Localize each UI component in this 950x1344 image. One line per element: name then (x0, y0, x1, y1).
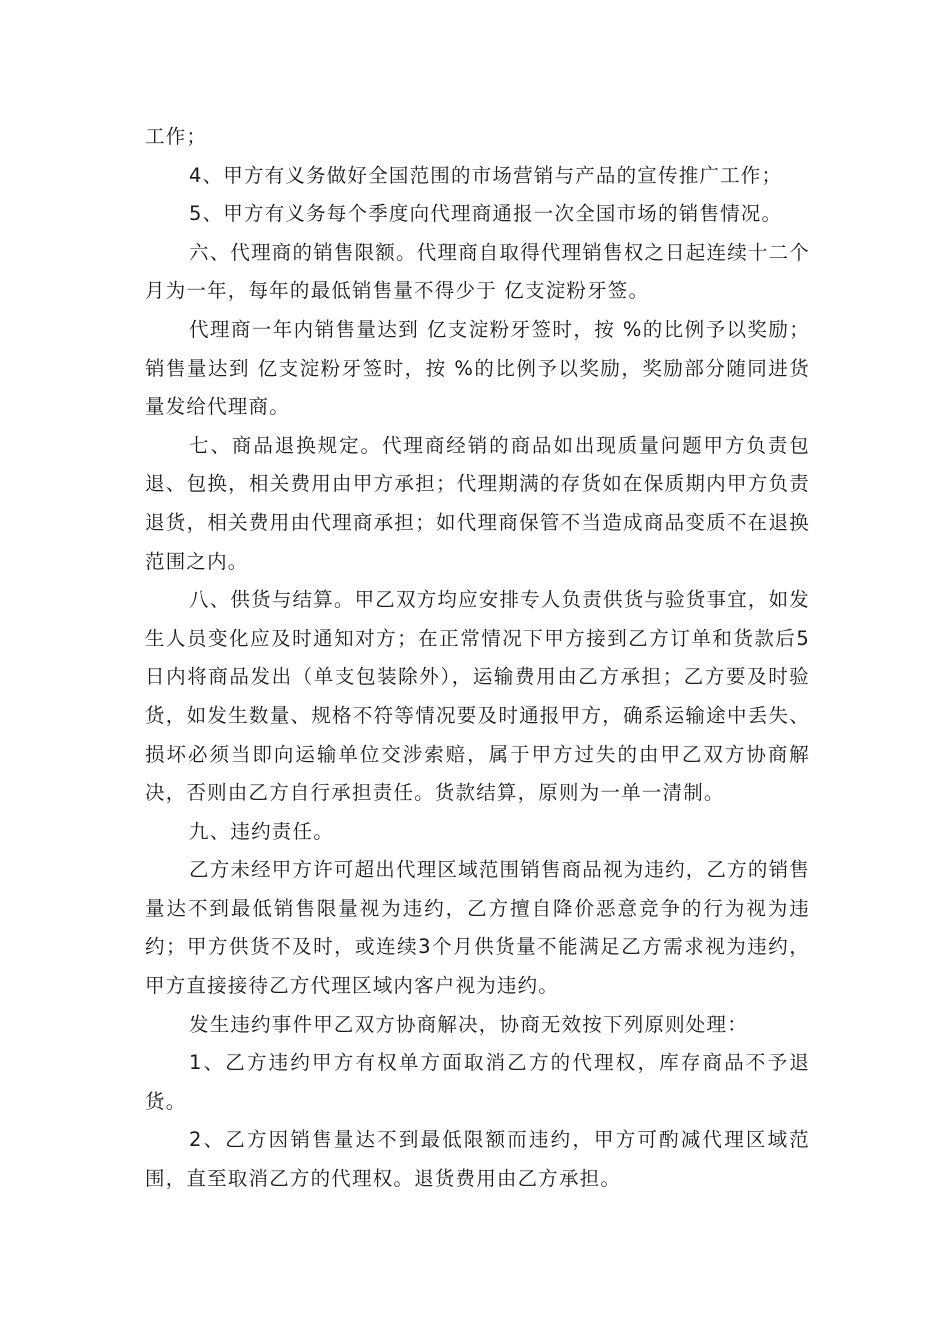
paragraph-continuation: 工作； (145, 125, 208, 148)
paragraph-breach-handling: 发生违约事件甲乙双方协商解决，协商无效按下列原则处理： (189, 1012, 748, 1036)
paragraph-breach-rule-2: 2、乙方因销售量达不到最低限额而违约，甲方可酌减代理区域范围，直至取消乙方的代理权。退货费用由乙方承担。 (145, 1128, 810, 1191)
paragraph-clause-5: 5、甲方有义务每个季度向代理商通报一次全国市场的销售情况。 (189, 202, 783, 226)
paragraph-section-8-supply-settlement: 八、供货与结算。甲乙双方均应安排专人负责供货与验货事宜，如发生人员变化应及时通知对方；在正常情况下甲方接到乙方订单和货款后5日内将商品发出（单支包装除外），运输费用由乙方承担；乙方要及时验货，如发生数量、规格不符等情况要及时通报甲方，确系运输途中丢失、损坏必须当即向运输单位交涉索赔，属于甲方过失的由甲乙双方协商解决，否则由乙方自行承担责任。货款结算，原则为一单一清制。 (145, 588, 811, 805)
paragraph-clause-4: 4、甲方有义务做好全国范围的市场营销与产品的宣传推广工作； (189, 163, 783, 187)
paragraph-breach-definition: 乙方未经甲方许可超出代理区域范围销售商品视为违约，乙方的销售量达不到最低销售限量视为违约，乙方擅自降价恶意竞争的行为视为违约；甲方供货不及时，或连续3个月供货量不能满足乙方需求视为违约，甲方直接接待乙方代理区域内客户视为违约。 (145, 858, 811, 998)
paragraph-section-6-sales-limit: 六、代理商的销售限额。代理商自取得代理销售权之日起连续十二个月为一年，每年的最低销售量不得少于 亿支淀粉牙签。 (145, 240, 811, 303)
paragraph-section-9-heading: 九、违约责任。 (189, 819, 334, 843)
paragraph-breach-rule-1: 1、乙方违约甲方有权单方面取消乙方的代理权，库存商品不予退货。 (145, 1051, 810, 1113)
document-body (145, 118, 810, 1199)
paragraph-sales-reward: 代理商一年内销售量达到 亿支淀粉牙签时，按 %的比例予以奖励；销售量达到 亿支淀粉牙签时，按 %的比例予以奖励，奖励部分随同进货量发给代理商。 (145, 317, 810, 419)
paragraph-section-7-returns: 七、商品退换规定。代理商经销的商品如出现质量问题甲方负责包退、包换，相关费用由甲方承担；代理期满的存货如在保质期内甲方负责退货，相关费用由代理商承担；如代理商保管不当造成商品变质不在退换范围之内。 (145, 433, 810, 573)
